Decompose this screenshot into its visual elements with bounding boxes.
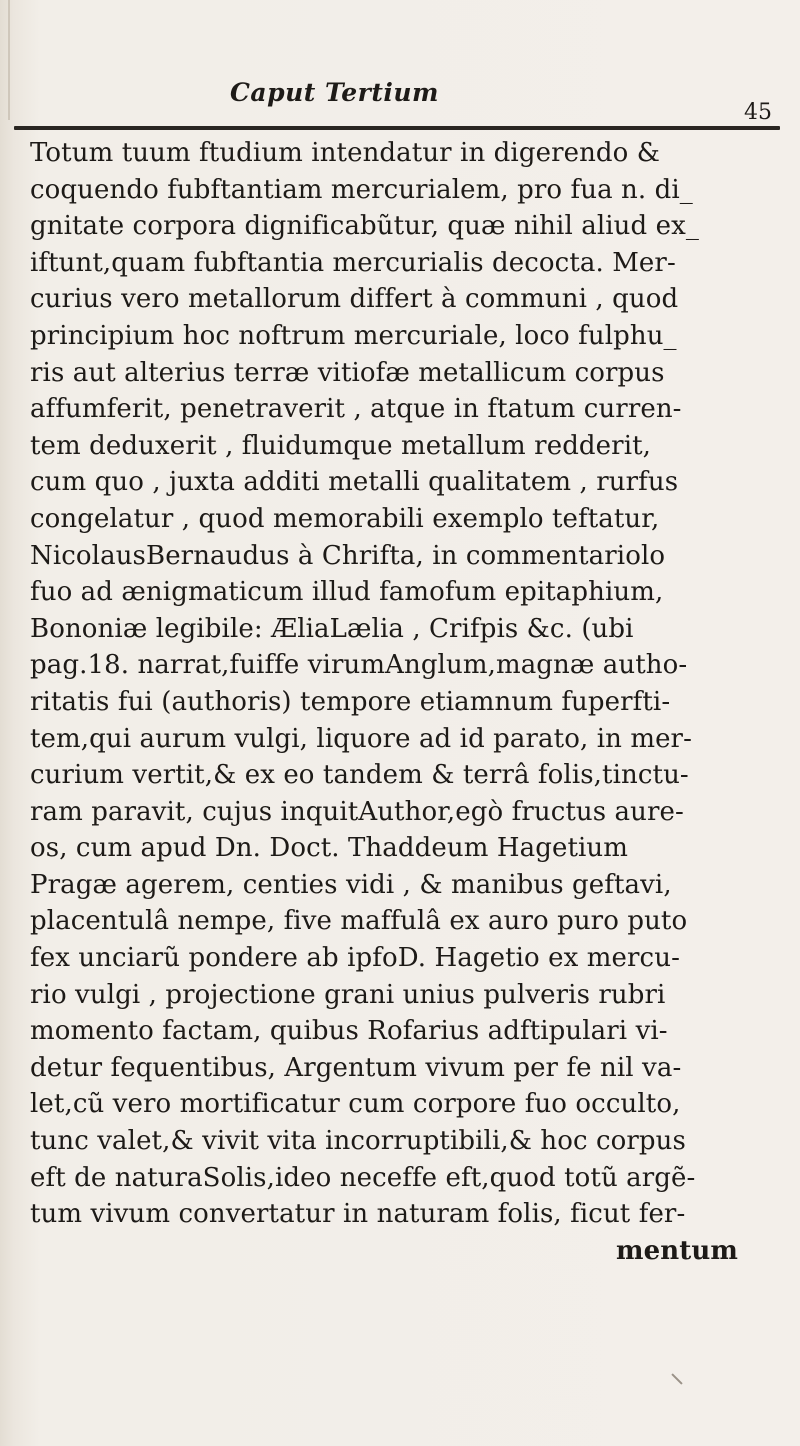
text-line: affumferit, penetraverit , atque in ftatum curren- [30,394,682,425]
text-line: Bononiæ legibile: ÆliaLælia , Crifpis &c. (ubi [30,613,634,644]
body-text [30,135,780,1269]
text-line: iftunt,quam fubftantia mercurialis decocta. Mer- [30,247,676,278]
text-line: principium hoc noftrum mercuriale, loco fulphu_ [30,320,677,351]
text-line: pag.18. narrat,fuiffe virumAnglum,magnæ autho- [30,650,688,681]
header-rule [14,126,780,130]
text-line: placentulâ nempe, five maffulâ ex auro puro puto [30,906,688,937]
text-line: Totum tuum ftudium intendatur in digerendo & [30,138,661,168]
text-line: eft de naturaSolis,ideo neceffe eft,quod totũ argẽ- [30,1162,696,1193]
text-line: curius vero metallorum differt à communi , quod [30,284,679,315]
text-line: tum vivum convertatur in naturam folis, ficut fer- [30,1199,686,1230]
text-line: NicolausBernaudus à Chrifta, in commentariolo [30,540,666,571]
text-line: coquendo fubftantiam mercurialem, pro fua n. di_ [30,174,693,205]
text-line: ris aut alterius terræ vitiofæ metallicum corpus [30,357,665,388]
text-line: gnitate corpora dignificabũtur, quæ nihil aliud ex_ [30,211,699,242]
text-line: ritatis fui (authoris) tempore etiamnum fuperfti- [30,686,671,717]
text-line: tunc valet,& vivit vita incorruptibili,& hoc corpus [30,1126,686,1157]
text-line: fuo ad ænigmaticum illud famofum epitaphium, [30,577,664,608]
text-line: let,cũ vero mortificatur cum corpore fuo occulto, [30,1089,681,1120]
text-line: tem,qui aurum vulgi, liquore ad id parato, in mer- [30,723,692,754]
text-line: os, cum apud Dn. Doct. Thaddeum Hagetium [30,833,629,864]
running-head: Caput Tertium [230,78,439,107]
text-line: Pragæ agerem, centies vidi , & manibus geftavi, [30,869,672,900]
text-line: cum quo , juxta additi metalli qualitatem , rurfus [30,467,679,498]
catchword: mentum [616,1235,738,1266]
page-number: 45 [744,100,772,125]
text-line: ram paravit, cujus inquitAuthor,egò fructus aure- [30,796,684,827]
text-line: tem deduxerit , fluidumque metallum redderit, [30,430,652,461]
text-line: rio vulgi , projectione grani unius pulveris rubri [30,979,666,1010]
text-line: detur fequentibus, Argentum vivum per fe nil va- [30,1052,682,1083]
paper-mark [671,1373,682,1384]
text-line: congelatur , quod memorabili exemplo teftatur, [30,503,660,534]
text-line: momento factam, quibus Rofarius adftipulari vi- [30,1016,668,1047]
page-header [0,76,800,125]
text-line: fex unciarũ pondere ab ipfoD. Hagetio ex mercu- [30,943,680,974]
text-line: curium vertit,& ex eo tandem & terrâ folis,tinctu- [30,760,689,791]
